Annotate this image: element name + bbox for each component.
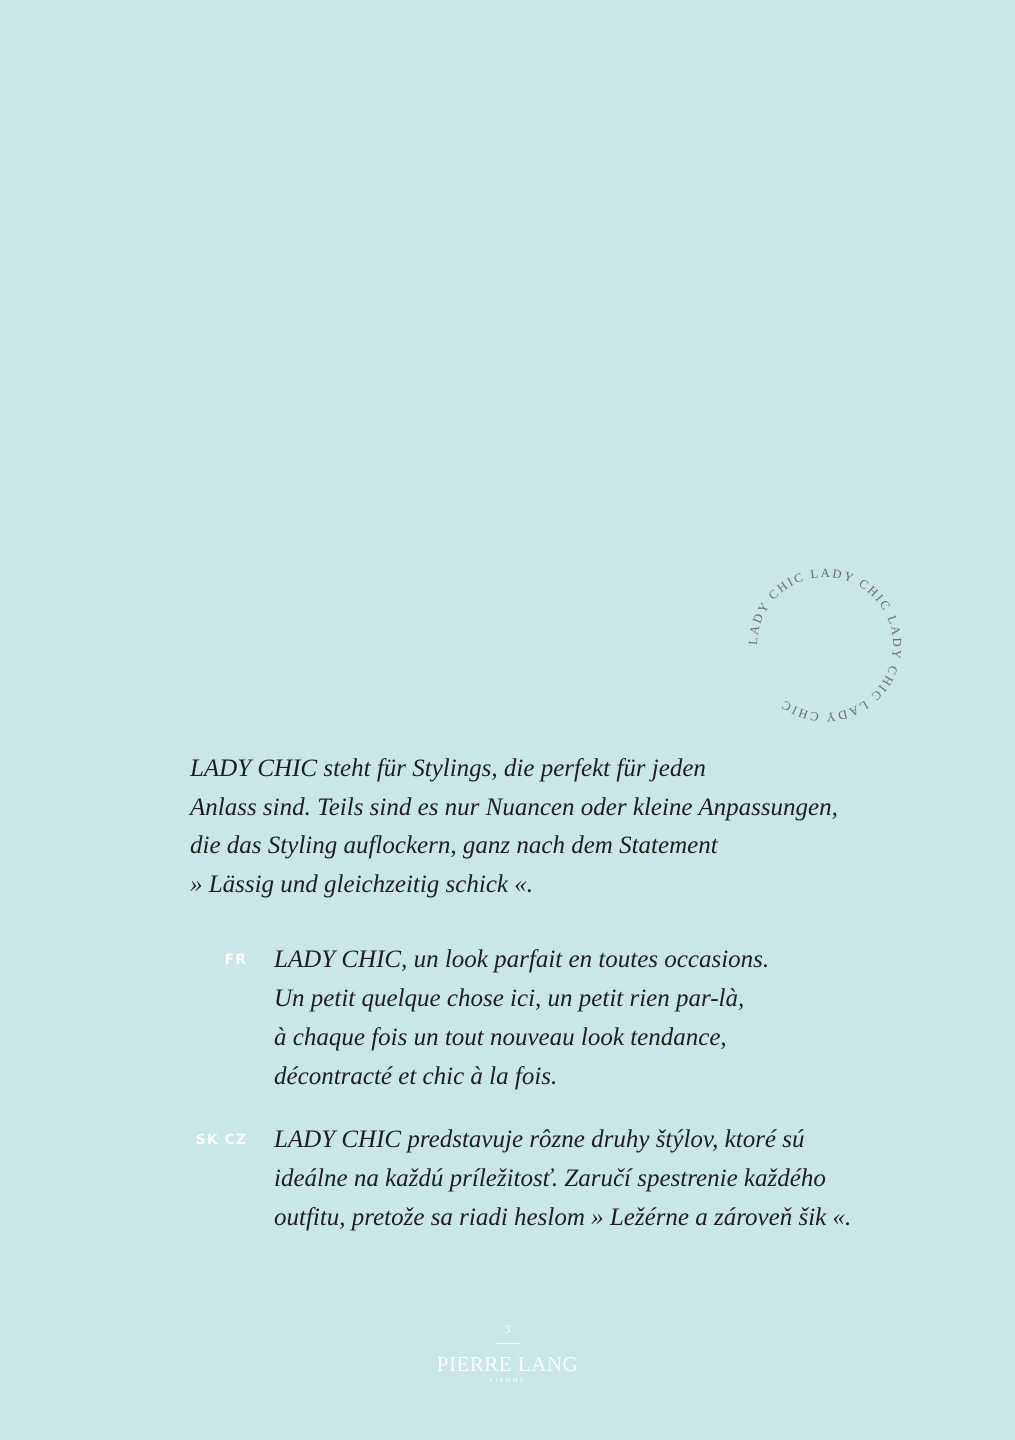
language-code-skcz: SK CZ	[195, 1132, 247, 1148]
paragraph-line: LADY CHIC, un look parfait en toutes occasions.	[274, 946, 770, 973]
paragraph-line: » Lässig und gleichzeitig schick «.	[190, 870, 534, 898]
paragraph-line: Un petit quelque chose ici, un petit rien par-là,	[274, 985, 745, 1012]
brand-logo: PIERRE LANG	[436, 1352, 579, 1376]
page-footer	[0, 1322, 1015, 1384]
paragraph-line: ideálne na každú príležitosť. Zaručí spestrenie každého	[274, 1165, 826, 1192]
paragraph-line: à chaque fois un tout nouveau look tendance,	[274, 1024, 727, 1051]
language-code-fr: FR	[224, 952, 247, 968]
paragraph-line: outfitu, pretože sa riadi heslom » Ležérne a zároveň šik «.	[274, 1204, 852, 1231]
slovak-paragraph	[274, 1120, 914, 1237]
paragraph-line: LADY CHIC predstavuje rôzne druhy štýlov, ktoré sú	[274, 1126, 805, 1153]
paragraph-line: Anlass sind. Teils sind es nur Nuancen oder kleine Anpassungen,	[190, 793, 838, 821]
french-paragraph	[274, 940, 914, 1096]
footer-divider	[496, 1343, 520, 1344]
paragraph-line: LADY CHIC steht für Stylings, die perfekt für jeden	[190, 755, 706, 782]
paragraph-line: décontracté et chic à la fois.	[274, 1063, 558, 1090]
lady-chic-circle-logo	[740, 560, 910, 730]
brand-subtitle: VIENNA	[488, 1378, 527, 1384]
page-number: 3	[504, 1322, 511, 1336]
paragraph-line: die das Styling auflockern, ganz nach dem Statement	[190, 832, 718, 859]
german-paragraph	[190, 750, 910, 904]
circle-logo-text: LADY CHIC LADY CHIC LADY CHIC LADY CHIC	[745, 565, 905, 725]
